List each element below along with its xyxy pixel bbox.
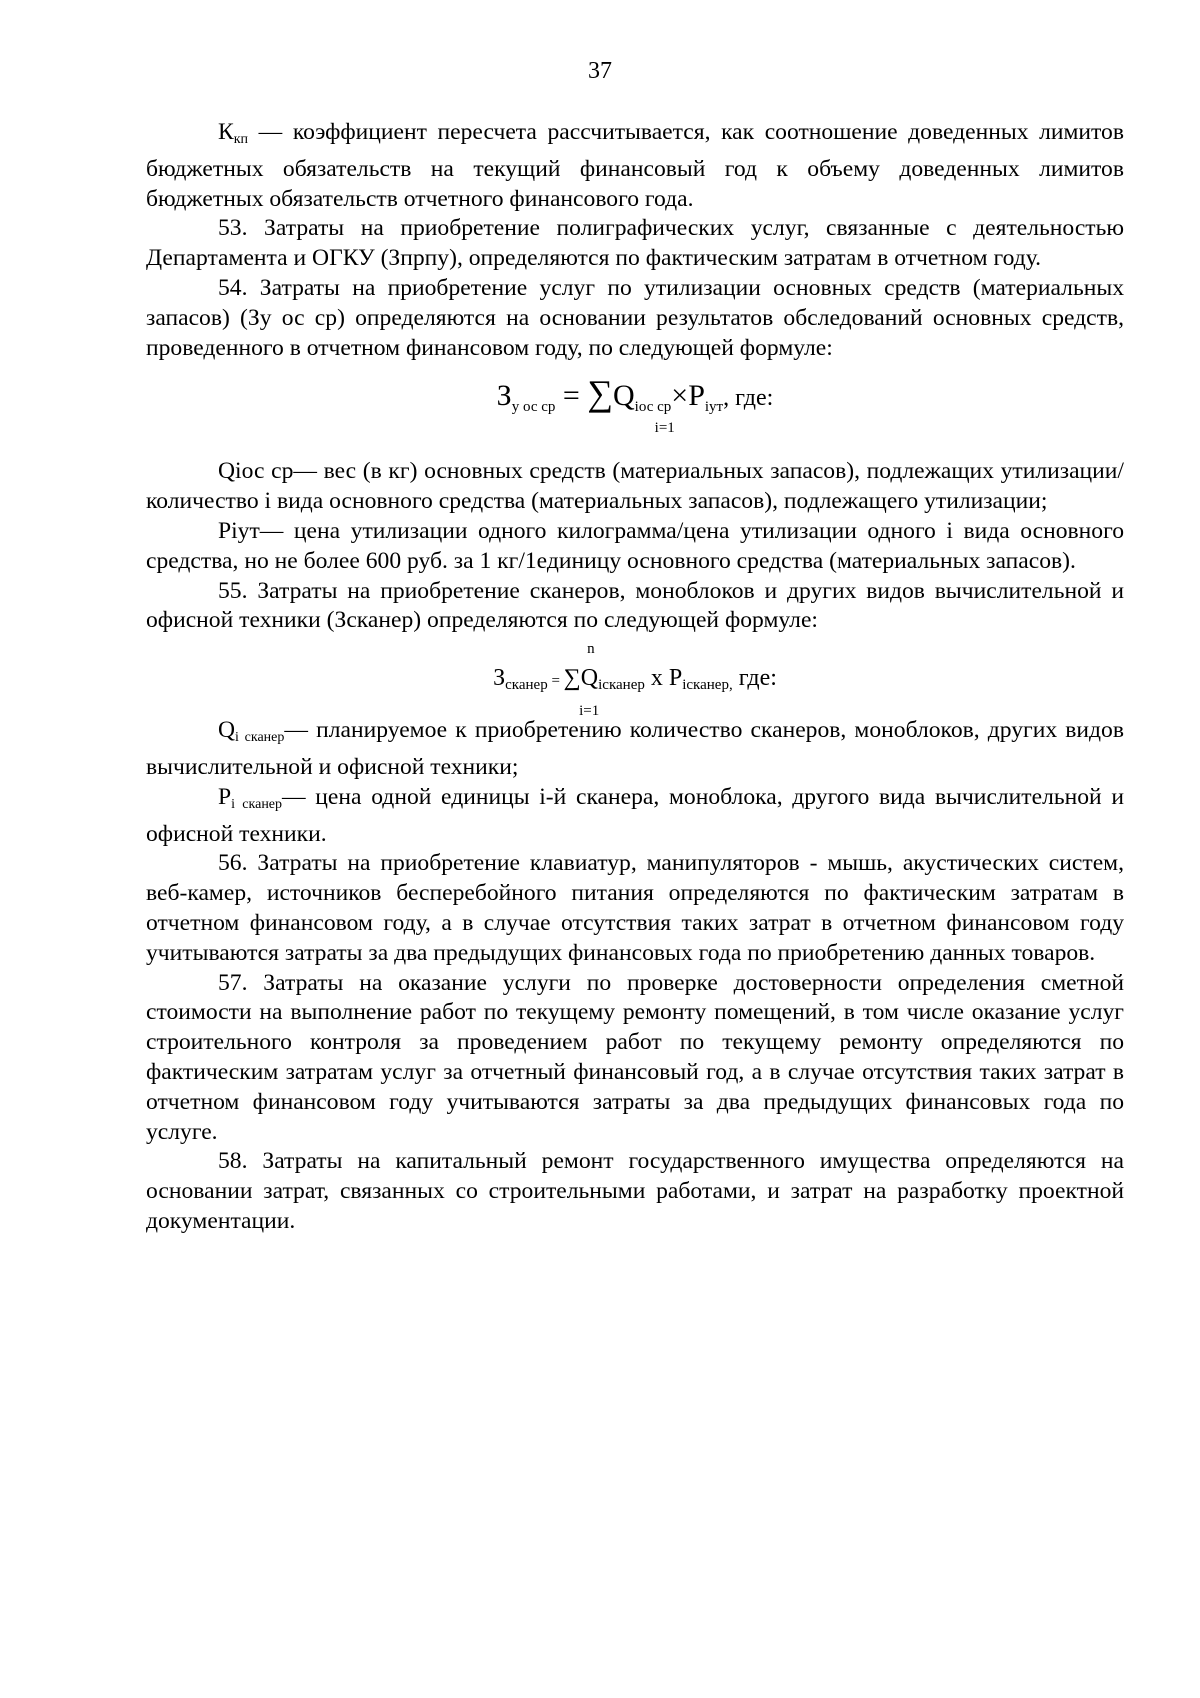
definition-qioc: Qiос ср— вес (в кг) основных средств (материальных запасов), подлежащих утилизации/ количество i вида основного средства (материальных запасов), подлежащего утилизации; — [146, 458, 1124, 515]
formula2-q: Q — [580, 665, 599, 692]
definition-pi-scanner — [146, 783, 1124, 850]
formula1-sum-sign: ∑ — [587, 373, 613, 414]
pi-symbol: P — [218, 783, 232, 810]
page-number: 37 — [588, 58, 612, 84]
paragraph-57: 57. Затраты на оказание услуги по проверке достоверности определения сметной стоимости на выполнение работ по текущему ремонту помещений, в том числе оказание услуг строительного контроля за проведением работ по текущему ремонту определяются по фактическим затратам услуг за отчетный финансовый год, а в случае отсутствия таких затрат в отчетном финансовом году учитываются затраты за два предыдущих финансовых года по услуге. — [146, 969, 1124, 1145]
document-body — [146, 118, 1124, 1237]
paragraph-56: 56. Затраты на приобретение клавиатур, манипуляторов - мышь, акустических систем, веб-камер, источников бесперебойного питания определяются по фактическим затратам в отчетном финансовом году, а в случае отсутствия таких затрат в отчетном финансовом году учитываются затраты за два предыдущих финансовых года по приобретению данных товаров. — [146, 850, 1124, 966]
pi-text: — цена одной единицы i-й сканера, моноблока, другого вида вычислительной и офисной техники. — [146, 783, 1124, 847]
formula1-lhs: З — [496, 379, 512, 413]
formula-scanner-expression — [493, 641, 777, 720]
formula1-q-sub: iос ср — [634, 399, 672, 416]
formula1-lhs-sub: у ос ср — [511, 399, 556, 416]
formula2-upper-limit: n — [587, 641, 595, 658]
formula2-lhs: З — [493, 665, 506, 692]
definition-piut: Piут— цена утилизации одного килограмма/цена утилизации одного i вида основного средства, но не более 600 руб. за 1 кг/1единицу основного средства (материальных запасов). — [146, 517, 1124, 574]
formula2-lhs-sub: сканер — [505, 677, 548, 694]
paragraph-kkp — [146, 118, 1124, 214]
paragraph-55: 55. Затраты на приобретение сканеров, моноблоков и других видов вычислительной и офисной техники (Зсканер) определяются по следующей формуле: — [146, 577, 1124, 634]
formula1-tail: , где: — [723, 385, 774, 412]
qi-text: — планируемое к приобретению количество сканеров, моноблоков, других видов вычислительной и офисной техники; — [146, 717, 1124, 780]
formula-utilization-expression — [496, 373, 774, 437]
formula-scanner — [146, 636, 1124, 720]
paragraph-54: 54. Затраты на приобретение услуг по утилизации основных средств (материальных запасов) (Зу ос ср) определяются на основании результатов обследований основных средств, проведенного в отчетном финансовом году, по следующей формуле: — [146, 274, 1124, 361]
formula1-p-sub: iут — [704, 399, 724, 416]
formula2-lower-limit: i=1 — [579, 703, 600, 720]
pi-symbol-sub: i сканер — [231, 796, 283, 812]
formula-utilization — [146, 363, 1124, 449]
paragraph-53: 53. Затраты на приобретение полиграфических услуг, связанные с деятельностью Департамента и ОГКУ (Зпрпу), определяются по фактическим затратам в отчетном году. — [146, 215, 1124, 272]
formula2-sum-sign: ∑ — [563, 665, 581, 692]
kkp-symbol: К — [218, 119, 234, 145]
qi-symbol-sub: i сканер — [235, 730, 285, 746]
formula2-p: P — [668, 665, 683, 692]
definition-qi-scanner — [146, 716, 1124, 783]
formula2-equals: = — [547, 673, 564, 690]
formula2-times: x — [644, 665, 669, 692]
formula2-tail: где: — [732, 665, 777, 692]
kkp-text: — коэффициент пересчета рассчитывается, как соотношение доведенных лимитов бюджетных обязательств на текущий финансовый год к объему доведенных лимитов бюджетных обязательств отчетного финансового года. — [146, 119, 1124, 212]
qi-symbol: Q — [218, 717, 236, 744]
paragraph-58: 58. Затраты на капитальный ремонт государственного имущества определяются на основании затрат, связанных со строительными работами, и затрат на разработку проектной документации. — [146, 1148, 1124, 1234]
formula1-q: Q — [613, 379, 635, 413]
formula1-times: × — [671, 379, 689, 413]
formula1-lower-limit: i=1 — [654, 420, 675, 437]
formula2-q-sub: iсканер — [598, 677, 645, 694]
formula2-p-sub: iсканер, — [682, 677, 733, 694]
formula1-p: P — [688, 379, 705, 413]
formula1-equals: = — [555, 379, 588, 413]
kkp-symbol-sub: кп — [233, 132, 249, 147]
